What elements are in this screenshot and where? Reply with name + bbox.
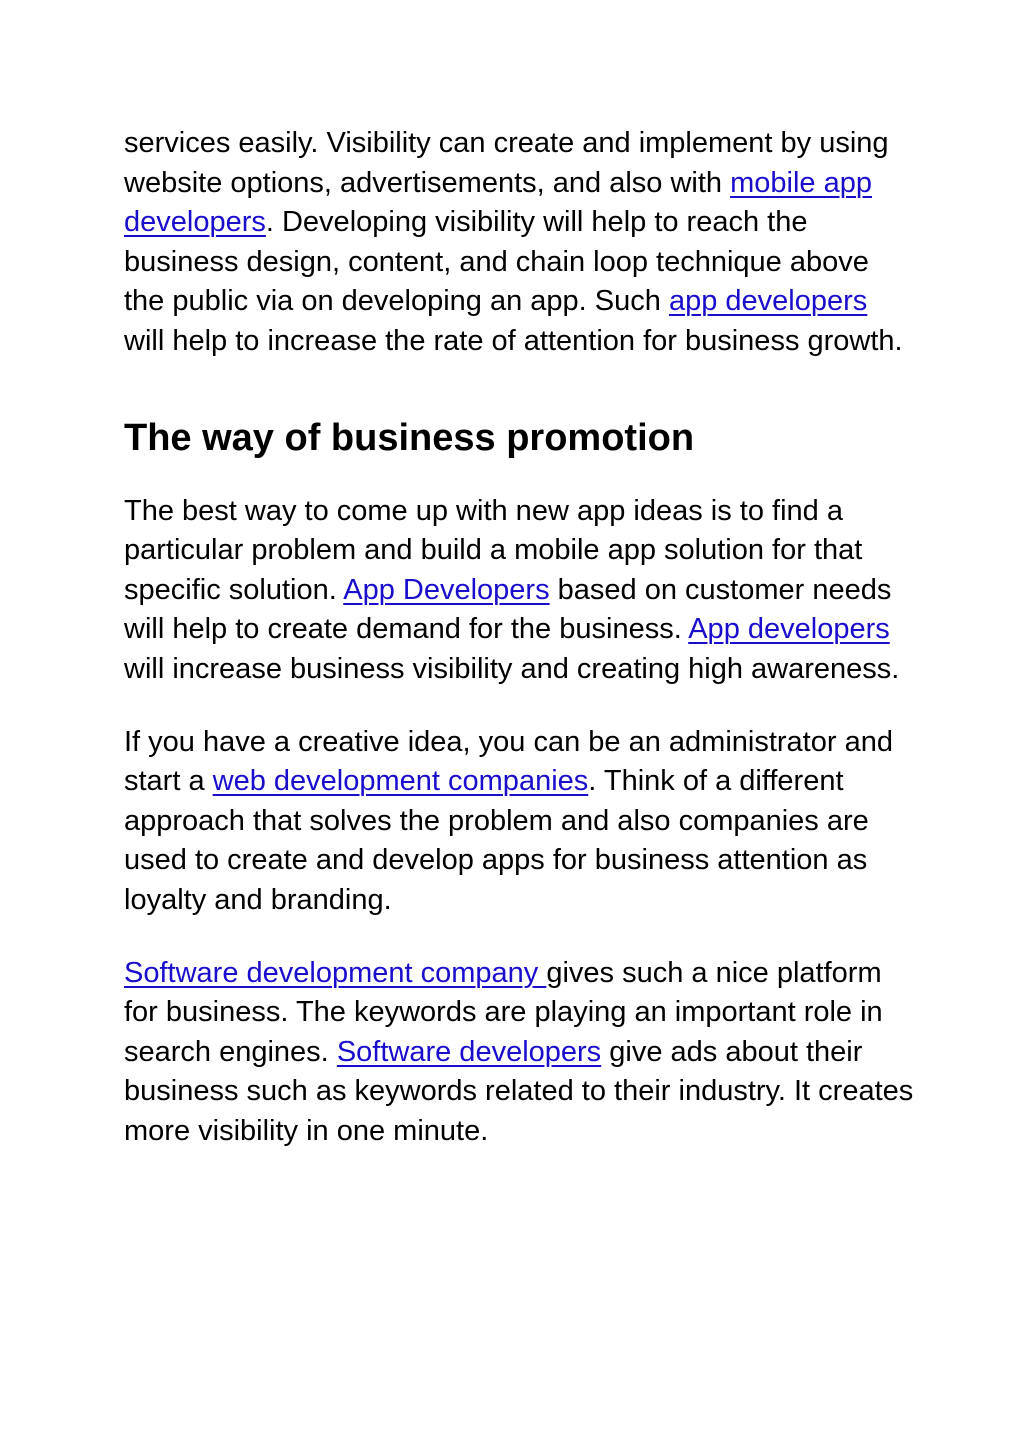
paragraph-text: gives such a nice platform for business. The keywords are playing an important role in search engines. <box>124 956 883 1068</box>
paragraph-creative-idea <box>124 723 914 921</box>
link-software-development-company[interactable]: Software development company <box>124 956 547 989</box>
link-app-developers-capital[interactable]: App Developers <box>343 573 550 606</box>
paragraph-software-company <box>124 954 914 1152</box>
paragraph-best-way <box>124 492 914 690</box>
paragraph-text: will help to increase the rate of attention for business growth. <box>124 324 903 357</box>
document-page <box>124 124 914 1151</box>
paragraph-text: The best way to come up with new app ideas is to find a particular problem and build a mobile app solution for that specific solution. <box>124 494 863 606</box>
link-software-developers[interactable]: Software developers <box>336 1035 602 1068</box>
paragraph-text: based on customer needs will help to create demand for the business. <box>124 573 892 646</box>
link-web-development-companies[interactable]: web development companies <box>212 765 589 798</box>
paragraph-text: . Developing visibility will help to reach the business design, content, and chain loop technique above the public via on developing an app. Such <box>124 206 869 318</box>
link-app-developers[interactable]: app developers <box>668 285 868 318</box>
link-mobile-app-developers[interactable]: mobile app developers <box>124 166 872 239</box>
paragraph-text: . Think of a different approach that solves the problem and also companies are used to create and develop apps for business attention as loyalty and branding. <box>124 765 869 916</box>
paragraph-text: services easily. Visibility can create and implement by using website options, advertisements, and also with <box>124 127 889 199</box>
paragraph-visibility <box>124 124 914 362</box>
link-app-developers-second[interactable]: App developers <box>688 613 890 646</box>
paragraph-text: will increase business visibility and creating high awareness. <box>124 652 900 685</box>
paragraph-text: give ads about their business such as keywords related to their industry. It creates more visibility in one minute. <box>124 1035 914 1147</box>
section-heading: The way of business promotion <box>124 416 695 459</box>
paragraph-text: If you have a creative idea, you can be an administrator and start a <box>124 725 893 798</box>
